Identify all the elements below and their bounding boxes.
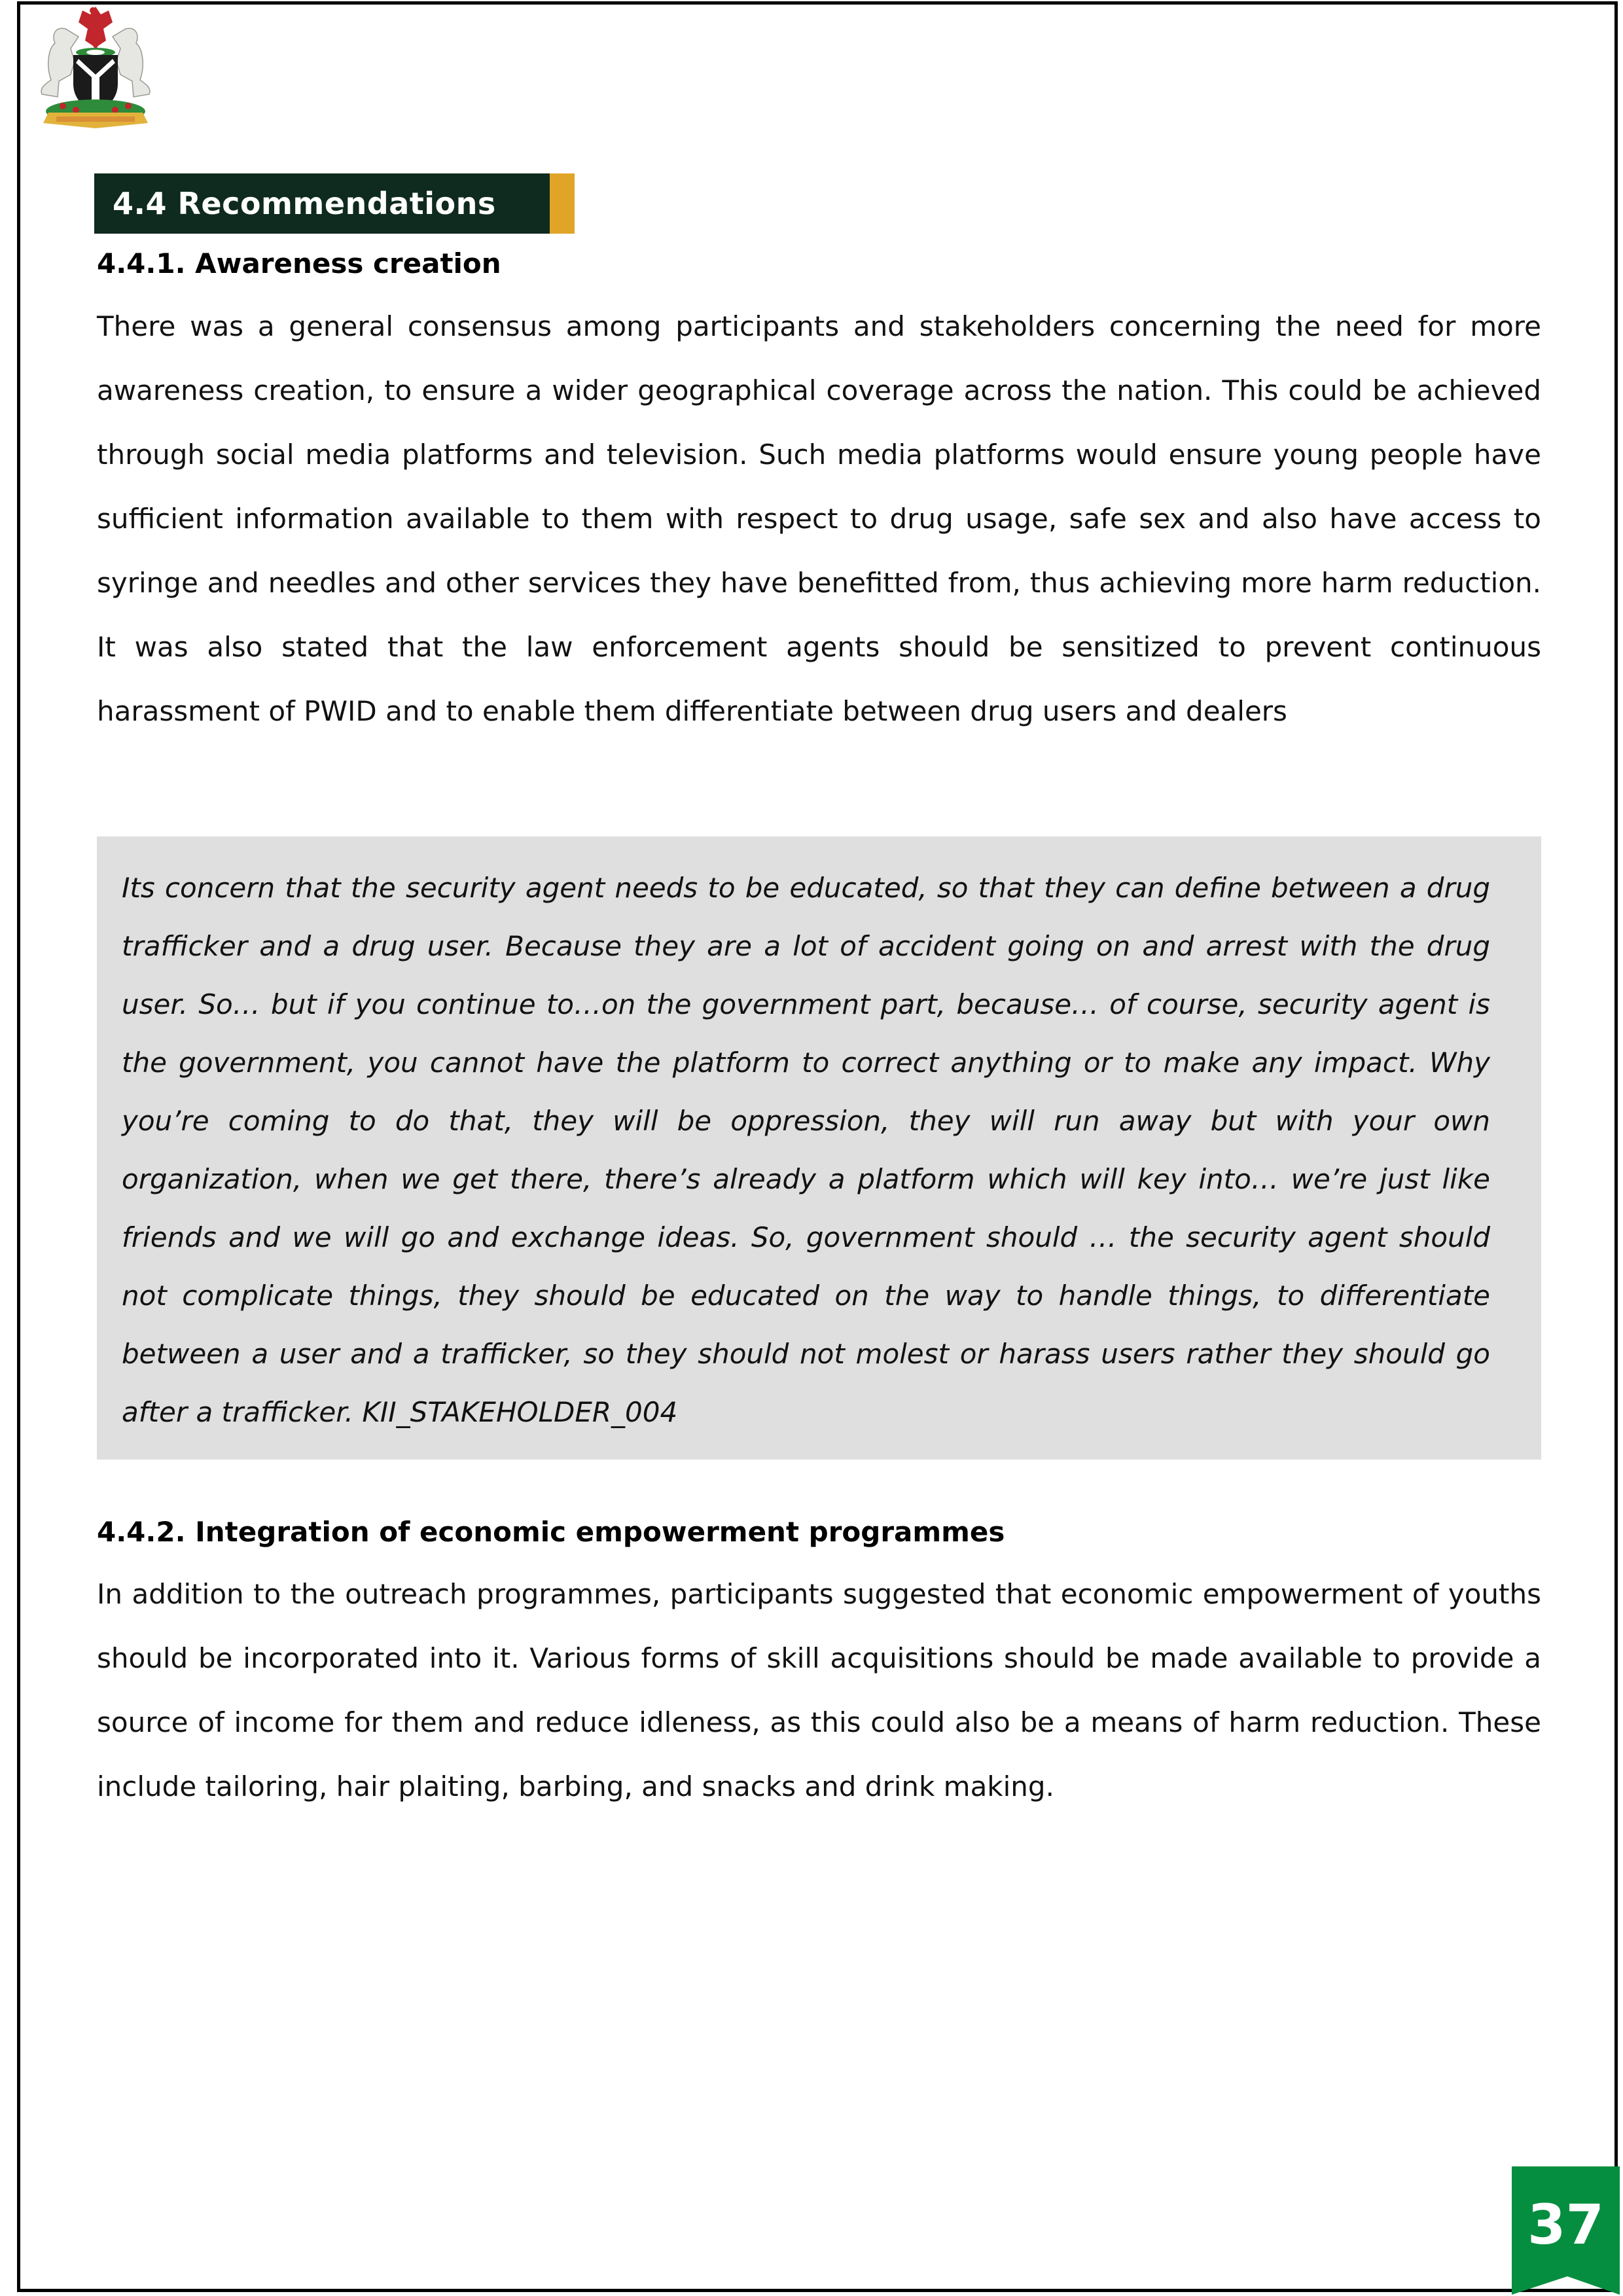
section-title: 4.4 Recommendations (113, 186, 496, 221)
section-banner-fill (94, 173, 550, 234)
awareness-paragraph: There was a general consensus among participants and stakeholders concerning the need for more awareness creation, to ensure a wider geographical coverage across the nation. This could be achieved through social media platforms and television. Such media platforms would ensure young people have sufficient information available to them with respect to drug usage, safe sex and also have access to syringe and needles and other services they have benefitted from, thus achieving more harm reduction. It was also stated that the law enforcement agents should be sensitized to prevent continuous harassment of PWID and to enable them differentiate between drug users and dealers (97, 310, 1541, 727)
page-number: 37 (1527, 2193, 1604, 2257)
section-banner (94, 173, 575, 234)
stakeholder-quote-box (97, 836, 1541, 1460)
stakeholder-quote: Its concern that the security agent needs to be educated, so that they can define between a drug trafficker and a drug user. Because they are a lot of accident going on and arrest with the drug user. So… but if you continue to…on the government part, because… of course, security agent is the government, you cannot have the platform to correct anything or to make any impact. Why you’re coming to do that, they will be oppression, they will run away but with your own organization, when we get there, there’s already a platform which will key into… we’re just like friends and we will go and exchange ideas. So, government should … the security agent should not complicate things, they should be educated on the way to handle things, to differentiate between a user and a trafficker, so they should not molest or harass users rather they should go after a trafficker. KII_STAKEHOLDER_004 (122, 872, 1490, 1428)
coat-of-arms-icon (20, 3, 171, 131)
page-number-badge (1512, 2166, 1620, 2296)
economic-empowerment-paragraph: In addition to the outreach programmes, participants suggested that economic empowerment of youths should be incorporated into it. Various forms of skill acquisitions should be made available to provide a source of income for them and reduce idleness, as this could also be a means of harm reduction. These include tailoring, hair plaiting, barbing, and snacks and drink making. (97, 1578, 1541, 1803)
subsection-heading-economic-empowerment: 4.4.2. Integration of economic empowerment programmes (97, 1516, 1005, 1548)
section-banner-accent (550, 173, 575, 234)
subsection-heading-awareness: 4.4.1. Awareness creation (97, 247, 501, 279)
